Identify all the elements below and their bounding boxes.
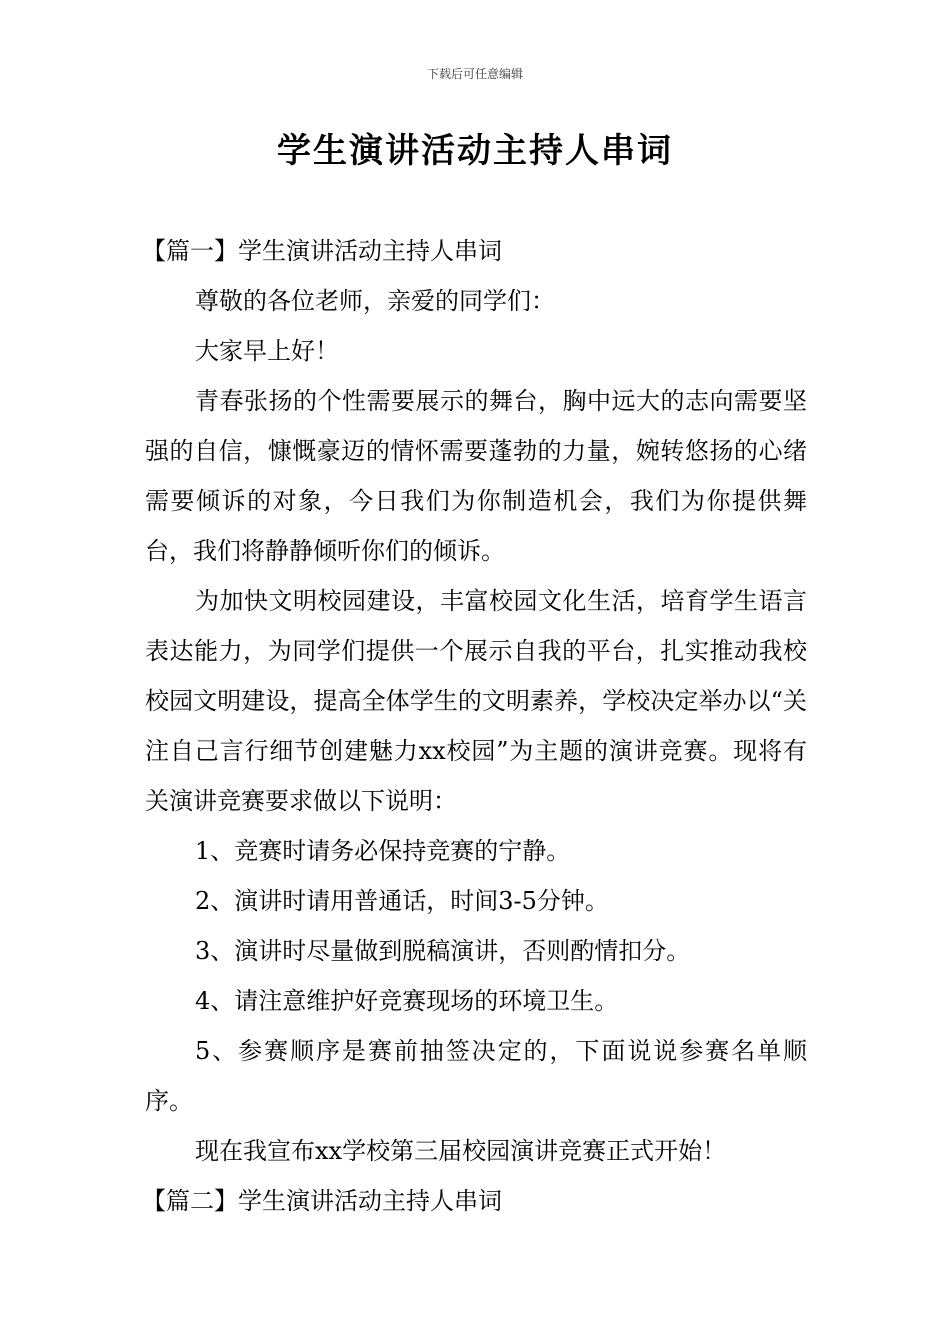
rule-item-1: 1、竞赛时请务必保持竞赛的宁静。: [195, 837, 571, 865]
section-2-heading: 【篇二】学生演讲活动主持人串词: [142, 1187, 502, 1215]
paragraph-2: 为加快文明校园建设，丰富校园文化生活，培育学生语言表达能力，为同学们提供一个展示自我的平台，扎实推动我校校园文明建设，提高全体学生的文明素养，学校决定举办以“关注自己言行细节创建魅力xx校园”为主题的演讲竞赛。现将有关演讲竞赛要求做以下说明：: [145, 587, 807, 815]
document-title: 学生演讲活动主持人串词: [277, 131, 673, 171]
rule-item-4: 4、请注意维护好竞赛现场的环境卫生。: [195, 987, 619, 1015]
rule-item-2: 2、演讲时请用普通话，时间3-5分钟。: [195, 887, 609, 915]
document-body: [142, 226, 807, 1226]
greeting: 大家早上好！: [195, 337, 339, 365]
rule-item-5: 5、参赛顺序是赛前抽签决定的，下面说说参赛名单顺序。: [145, 1037, 807, 1115]
section-1-heading: 【篇一】学生演讲活动主持人串词: [142, 237, 502, 265]
paragraph-1: 青春张扬的个性需要展示的舞台，胸中远大的志向需要坚强的自信，慷慨豪迈的情怀需要蓬勃的力量，婉转悠扬的心绪需要倾诉的对象，今日我们为你制造机会，我们为你提供舞台，我们将静静倾听你们的倾诉。: [145, 387, 807, 565]
announcement: 现在我宣布xx学校第三届校园演讲竞赛正式开始！: [195, 1137, 727, 1165]
rule-item-3: 3、演讲时尽量做到脱稿演讲，否则酌情扣分。: [195, 937, 691, 965]
salutation: 尊敬的各位老师，亲爱的同学们：: [195, 287, 555, 315]
header-note: 下载后可任意编辑: [426, 67, 523, 81]
